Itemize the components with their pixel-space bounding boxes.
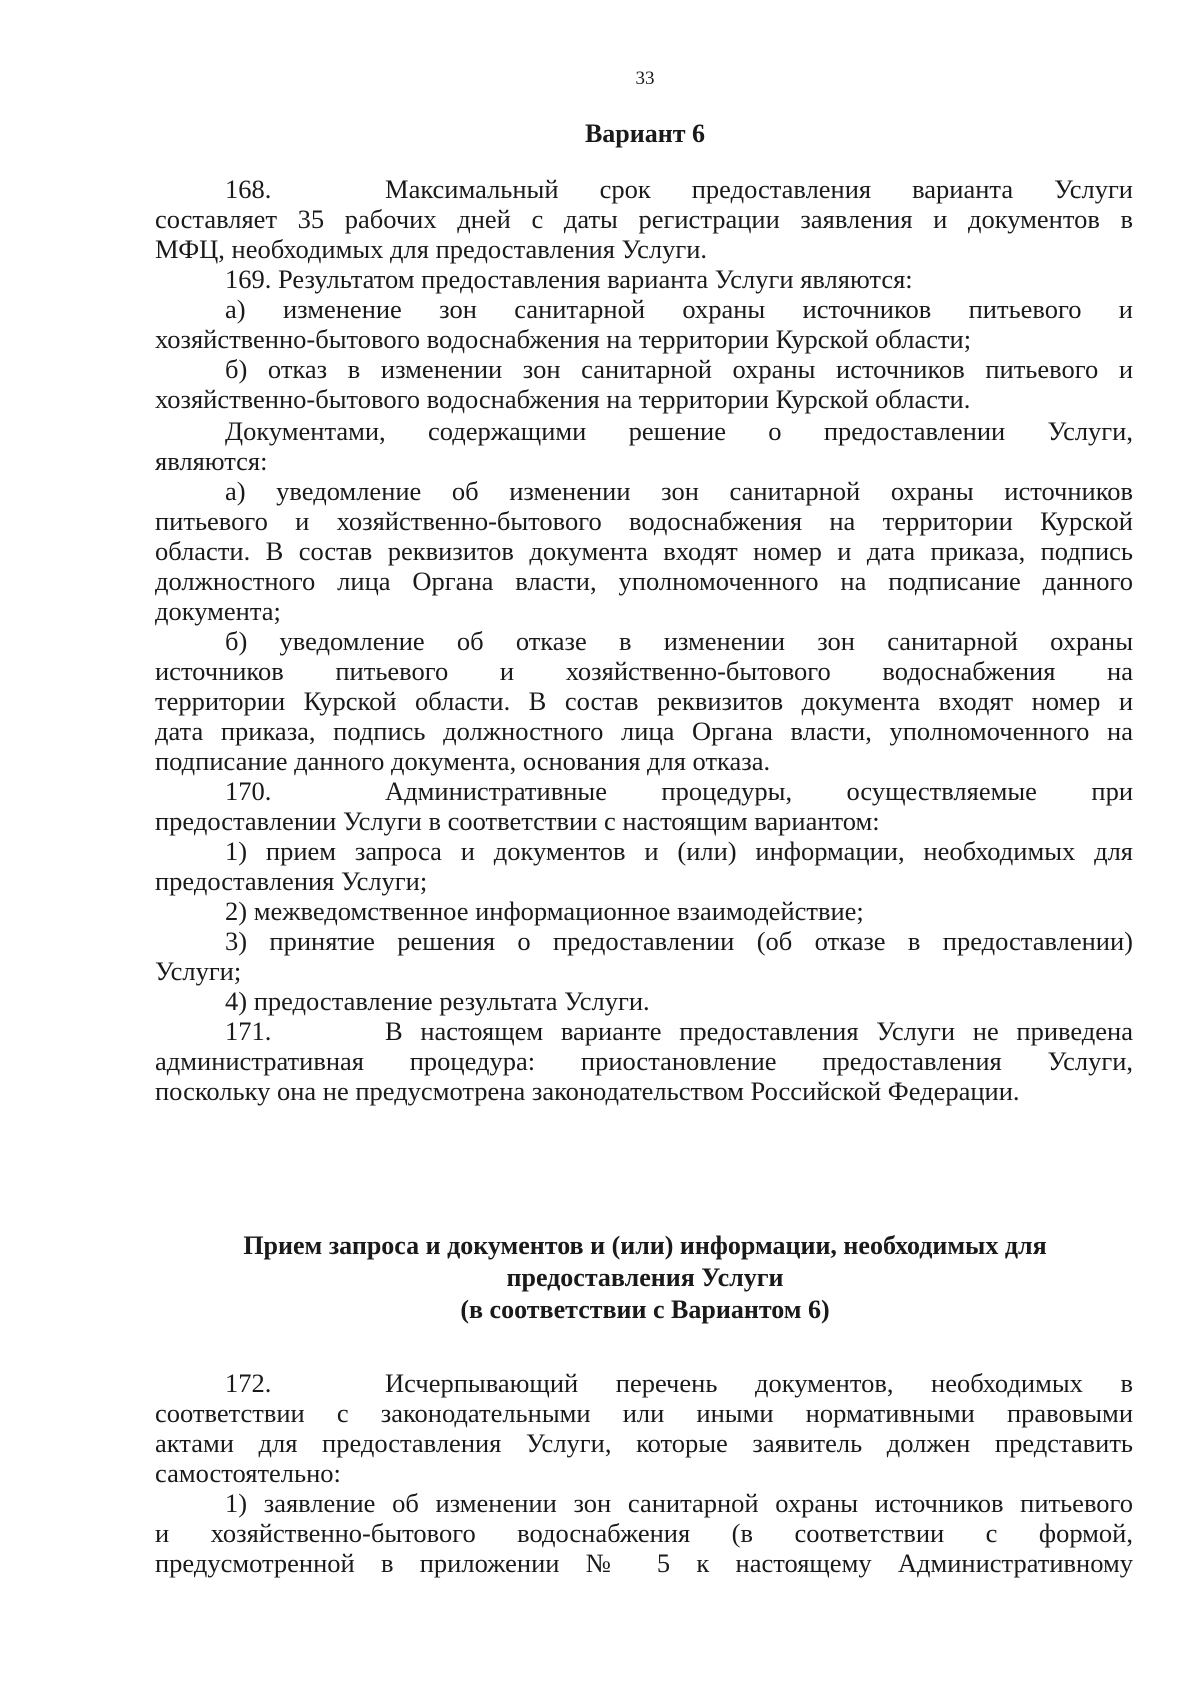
documents-item-b-line-1: б) уведомление об отказе в изменении зон санитарной охраны [225, 626, 1133, 656]
documents-item-a-line-5: документа; [155, 596, 281, 626]
paragraph-168-line-2: составляет 35 рабочих дней с даты регистрации заявления и документов в [155, 204, 1133, 234]
procedure-2: 2) межведомственное информационное взаимодействие; [225, 896, 864, 926]
paragraph-170-line-1: Административные процедуры, осуществляемые при [385, 776, 1133, 806]
section-heading [155, 1230, 1135, 1326]
documents-item-a-line-3: области. В состав реквизитов документа входят номер и дата приказа, подпись [155, 536, 1133, 566]
section-heading-line-2: предоставления Услуги [506, 1263, 784, 1292]
paragraph-170-line-2: предоставлении Услуги в соответствии с настоящим вариантом: [155, 806, 880, 836]
paragraph-168-line-1: Максимальный срок предоставления варианта Услуги [385, 174, 1133, 204]
documents-item-a-line-1: а) уведомление об изменении зон санитарной охраны источников [225, 476, 1133, 506]
paragraph-169-item-a-line-1: а) изменение зон санитарной охраны источников питьевого и [225, 294, 1133, 324]
documents-item-b-line-3: территории Курской области. В состав реквизитов документа входят номер и [155, 686, 1133, 716]
paragraph-172-line-2: соответствии с законодательными или иными нормативными правовыми [155, 1398, 1133, 1428]
paragraph-169-item-b-line-2: хозяйственно-бытового водоснабжения на территории Курской области. [155, 384, 971, 414]
procedure-1-line-2: предоставления Услуги; [155, 866, 428, 896]
page-number: 33 [635, 68, 655, 89]
documents-item-a-line-2: питьевого и хозяйственно-бытового водоснабжения на территории Курской [155, 506, 1133, 536]
paragraph-172-line-4: самостоятельно: [155, 1458, 341, 1488]
paragraph-171-line-2: административная процедура: приостановление предоставления Услуги, [155, 1046, 1133, 1076]
paragraph-171-line-1: В настоящем варианте предоставления Услуги не приведена [385, 1016, 1133, 1046]
procedure-4: 4) предоставление результата Услуги. [225, 986, 650, 1016]
procedure-3-line-1: 3) принятие решения о предоставлении (об отказе в предоставлении) [225, 926, 1133, 956]
required-doc-1-line-1: 1) заявление об изменении зон санитарной охраны источников питьевого [225, 1488, 1133, 1518]
paragraph-172-line-3: актами для предоставления Услуги, которые заявитель должен представить [155, 1428, 1133, 1458]
paragraph-172-number: 172. [225, 1368, 272, 1398]
paragraph-172-line-1: Исчерпывающий перечень документов, необходимых в [385, 1368, 1133, 1398]
documents-item-b-line-4: дата приказа, подпись должностного лица Органа власти, уполномоченного на [155, 716, 1133, 746]
paragraph-170-number: 170. [225, 776, 272, 806]
documents-intro-line-2: являются: [155, 446, 268, 476]
procedure-1-line-1: 1) прием запроса и документов и (или) информации, необходимых для [225, 836, 1133, 866]
paragraph-171-number: 171. [225, 1016, 272, 1046]
paragraph-168-line-3: МФЦ, необходимых для предоставления Услуги. [155, 234, 708, 264]
paragraph-169-item-b-line-1: б) отказ в изменении зон санитарной охраны источников питьевого и [225, 354, 1133, 384]
paragraph-168-number: 168. [225, 174, 272, 204]
paragraph-169-line-1: 169. Результатом предоставления варианта Услуги являются: [225, 264, 913, 294]
section-heading-line-1: Прием запроса и документов и (или) информации, необходимых для [243, 1231, 1047, 1260]
documents-item-a-line-4: должностного лица Органа власти, уполномоченного на подписание данного [155, 566, 1133, 596]
paragraph-169-item-a-line-2: хозяйственно-бытового водоснабжения на территории Курской области; [155, 324, 972, 354]
paragraph-171-line-3: поскольку она не предусмотрена законодательством Российской Федерации. [155, 1076, 1020, 1106]
documents-intro-line-1: Документами, содержащими решение о предоставлении Услуги, [225, 416, 1133, 446]
documents-item-b-line-2: источников питьевого и хозяйственно-бытового водоснабжения на [155, 656, 1133, 686]
required-doc-1-line-2: и хозяйственно-бытового водоснабжения (в соответствии с формой, [155, 1518, 1133, 1548]
variant-heading: Вариант 6 [584, 119, 706, 148]
required-doc-1-line-3: предусмотренной в приложении № 5 к настоящему Административному [155, 1548, 1133, 1578]
procedure-3-line-2: Услуги; [155, 956, 242, 986]
section-heading-line-3: (в соответствии с Вариантом 6) [460, 1295, 830, 1324]
documents-item-b-line-5: подписание данного документа, основания для отказа. [155, 746, 771, 776]
